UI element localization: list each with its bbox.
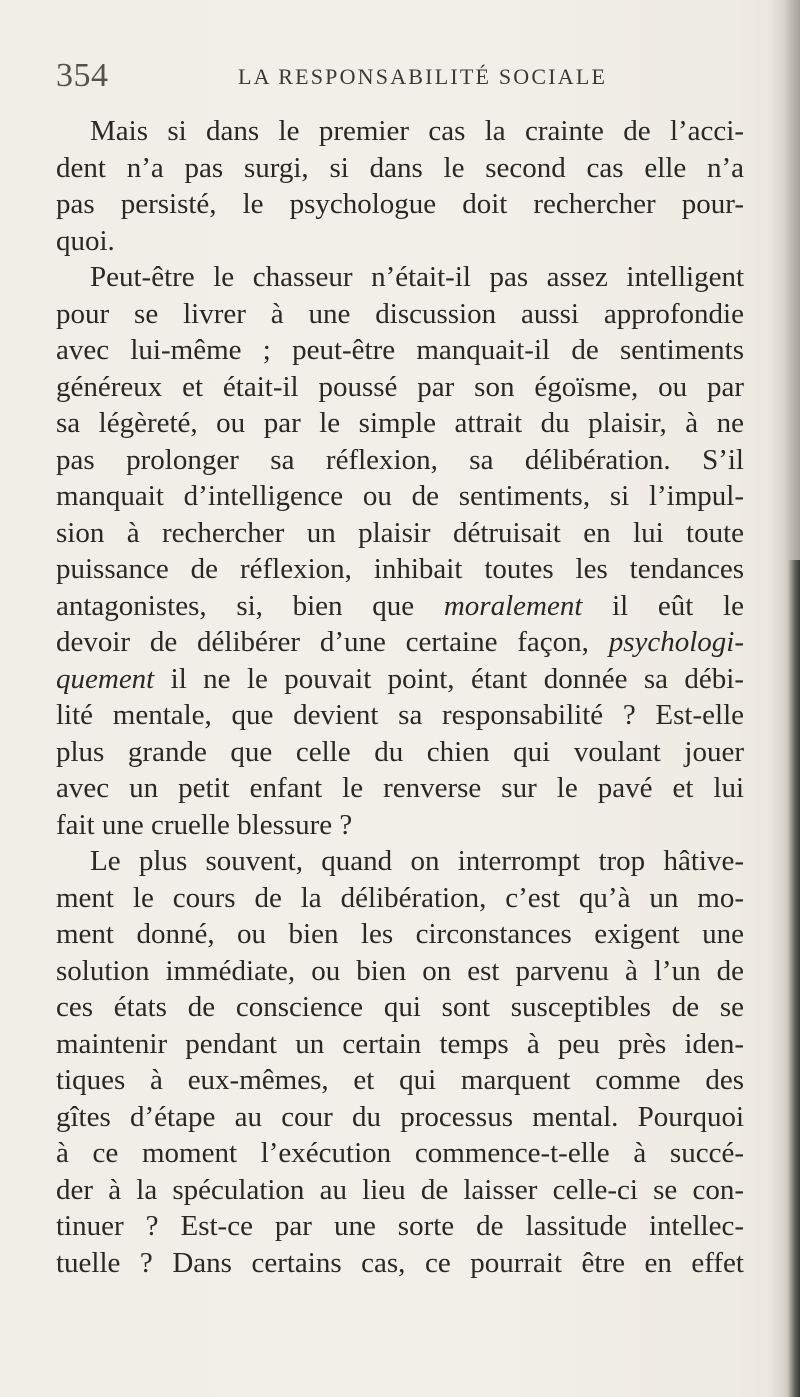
text-line: der à la spéculation au lieu de laisser celle-ci se con- bbox=[56, 1173, 744, 1206]
text-line: manquait d’intelligence ou de sentiments, si l’impul- bbox=[56, 480, 744, 512]
text-line: solution immédiate, ou bien on est parvenu à l’un de bbox=[56, 954, 744, 987]
text-line: lité mentale, que devient sa responsabilité ? Est-elle bbox=[56, 699, 744, 731]
text-line: tuelle ? Dans certains cas, ce pourrait être en effet bbox=[56, 1246, 744, 1279]
text-line bbox=[56, 624, 744, 661]
text-segment: il ne le pouvait point, étant donnée sa débi- bbox=[154, 662, 744, 695]
body-text bbox=[56, 113, 744, 1281]
text-segment: il eût le bbox=[582, 589, 744, 622]
text-line: puissance de réflexion, inhibait toutes les tendances bbox=[56, 553, 744, 585]
text-segment: devoir de délibérer d’une certaine façon, bbox=[56, 626, 609, 658]
text-line: tinuer ? Est-ce par une sorte de lassitude intellec- bbox=[56, 1210, 744, 1242]
text-line: Mais si dans le premier cas la crainte de l’acci- bbox=[90, 115, 744, 147]
text-line: maintenir pendant un certain temps à peu près iden- bbox=[56, 1027, 744, 1060]
text-line: dent n’a pas surgi, si dans le second cas elle n’a bbox=[56, 151, 744, 184]
text-line: fait une cruelle blessure ? bbox=[56, 808, 353, 841]
page-header bbox=[0, 56, 800, 96]
text-line: avec un petit enfant le renverse sur le pavé et lui bbox=[56, 772, 744, 804]
italic-text: quement bbox=[56, 662, 155, 695]
text-line: pas prolonger sa réflexion, sa délibération. S’il bbox=[56, 443, 744, 476]
text-line: à ce moment l’exécution commence-t-elle à succé- bbox=[56, 1137, 744, 1169]
text-line: ment le cours de la délibération, c’est qu’à un mo- bbox=[56, 881, 744, 914]
italic-text: moralement bbox=[443, 589, 583, 622]
text-line bbox=[56, 588, 744, 625]
text-segment: antagonistes, si, bien que bbox=[56, 589, 444, 622]
italic-text: psychologi- bbox=[608, 626, 744, 658]
text-line: tiques à eux-mêmes, et qui marquent comme des bbox=[56, 1064, 744, 1096]
text-line: quoi. bbox=[56, 224, 115, 257]
text-line: sion à rechercher un plaisir détruisait en lui toute bbox=[56, 516, 744, 549]
text-line: plus grande que celle du chien qui voulant jouer bbox=[56, 735, 744, 768]
text-line: ment donné, ou bien les circonstances exigent une bbox=[56, 918, 744, 950]
text-line: généreux et était-il poussé par son égoïsme, ou par bbox=[56, 370, 744, 403]
running-title: LA RESPONSABILITÉ SOCIALE bbox=[238, 64, 608, 89]
text-line: gîtes d’étape au cour du processus mental. Pourquoi bbox=[56, 1100, 744, 1133]
text-line: Peut-être le chasseur n’était-il pas assez intelligent bbox=[90, 261, 744, 293]
text-line: avec lui-même ; peut-être manquait-il de sentiments bbox=[56, 334, 744, 366]
text-line: sa légèreté, ou par le simple attrait du plaisir, à ne bbox=[56, 407, 744, 439]
page-number: 354 bbox=[56, 57, 109, 94]
text-line bbox=[56, 661, 744, 698]
text-line: Le plus souvent, quand on interrompt trop hâtive- bbox=[90, 845, 744, 877]
text-line: pour se livrer à une discussion aussi approfondie bbox=[56, 297, 744, 330]
text-line: ces états de conscience qui sont susceptibles de se bbox=[56, 991, 744, 1023]
book-binding-edge bbox=[788, 560, 800, 1397]
text-line: pas persisté, le psychologue doit rechercher pour- bbox=[56, 188, 744, 220]
